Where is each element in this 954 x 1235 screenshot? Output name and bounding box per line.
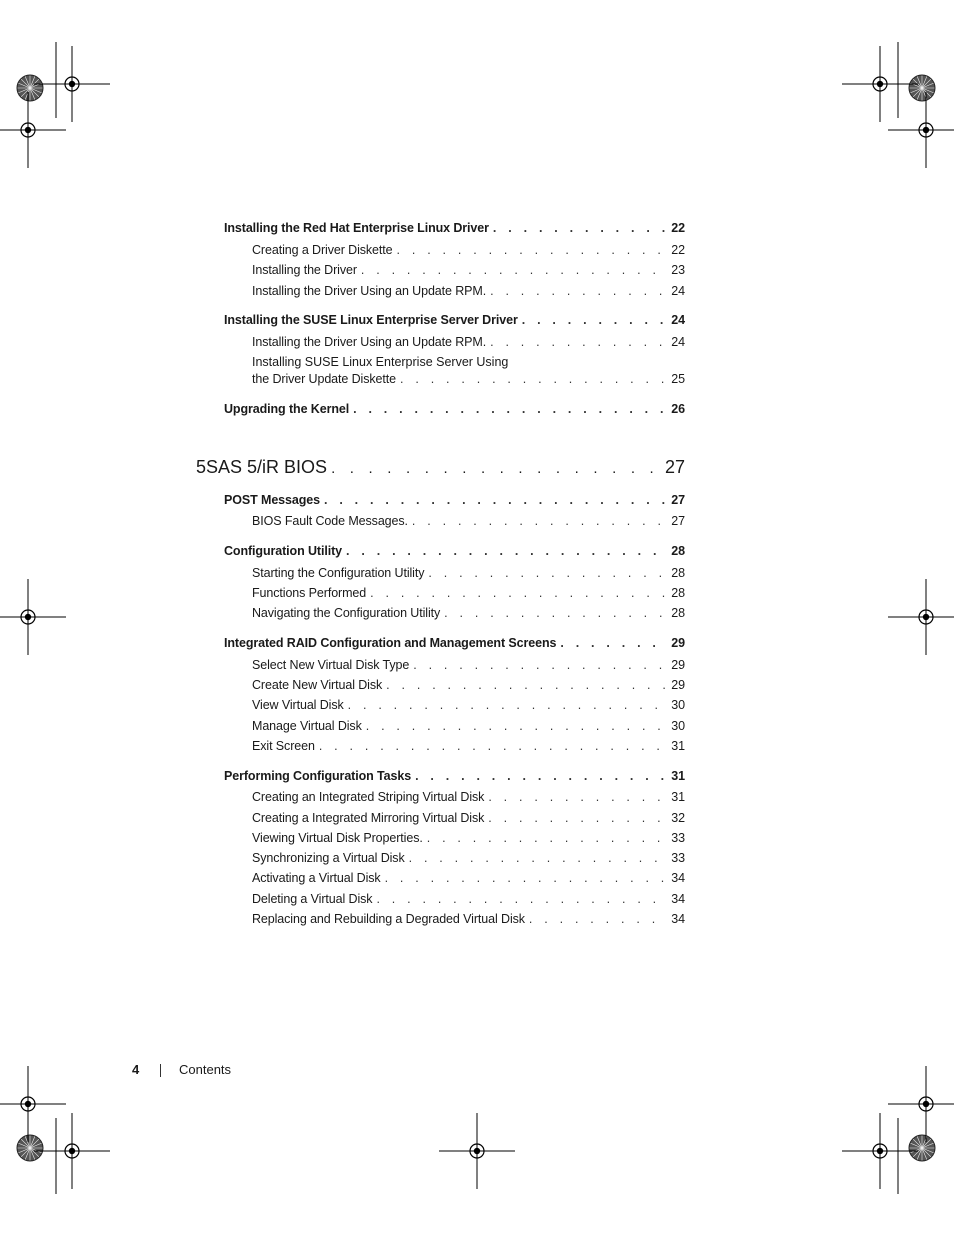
toc-entry-page: 26 bbox=[671, 402, 685, 416]
toc-entry-label: Installing the Driver Using an Update RPM. bbox=[252, 335, 487, 349]
toc-entry-label: Replacing and Rebuilding a Degraded Virtual Disk bbox=[252, 912, 525, 926]
toc-entry-page: 29 bbox=[671, 658, 685, 672]
leader-dots bbox=[560, 635, 667, 651]
leader-dots bbox=[370, 585, 667, 601]
footer-section-title: Contents bbox=[179, 1062, 232, 1077]
leader-dots bbox=[409, 850, 667, 866]
toc-entry-label: Installing the Driver bbox=[252, 263, 357, 277]
leader-dots bbox=[488, 789, 667, 805]
leader-dots bbox=[427, 830, 667, 846]
crop-mark-bottom-left bbox=[0, 1066, 110, 1194]
footer-divider bbox=[160, 1064, 161, 1077]
toc-entry-page: 29 bbox=[671, 678, 685, 692]
toc-entry-label: Creating a Integrated Mirroring Virtual Disk bbox=[252, 811, 485, 825]
toc-entry-page: 31 bbox=[671, 790, 685, 804]
toc-entry-page: 28 bbox=[671, 606, 685, 620]
toc-entry-label: Creating an Integrated Striping Virtual Disk bbox=[252, 790, 485, 804]
toc-entry[interactable] bbox=[252, 810, 685, 826]
leader-dots bbox=[444, 605, 667, 621]
leader-dots bbox=[413, 657, 667, 673]
toc-entry-label: Integrated RAID Configuration and Management Screens bbox=[224, 636, 557, 650]
leader-dots bbox=[493, 220, 667, 236]
toc-entry-label: Installing the Red Hat Enterprise Linux Driver bbox=[224, 221, 489, 235]
toc-entry[interactable] bbox=[224, 543, 685, 559]
toc-entry-page: 31 bbox=[671, 739, 685, 753]
toc-entry-label: Activating a Virtual Disk bbox=[252, 871, 381, 885]
toc-entry-label: Installing the Driver Using an Update RPM. bbox=[252, 284, 487, 298]
toc-entry[interactable] bbox=[224, 492, 685, 508]
toc-entry-label: Upgrading the Kernel bbox=[224, 402, 350, 416]
leader-dots bbox=[331, 458, 659, 480]
toc-entry[interactable] bbox=[252, 891, 685, 907]
leader-dots bbox=[529, 911, 667, 927]
crop-mark-mid-right bbox=[888, 579, 954, 655]
toc-entry-label: the Driver Update Diskette bbox=[252, 372, 396, 386]
leader-dots bbox=[490, 283, 667, 299]
toc-entry-page: 27 bbox=[671, 493, 685, 507]
toc-entry-page: 24 bbox=[671, 284, 685, 298]
toc-entry-page: 28 bbox=[671, 566, 685, 580]
leader-dots bbox=[488, 810, 667, 826]
toc-entry-label: Viewing Virtual Disk Properties. bbox=[252, 831, 423, 845]
toc-entry-label: View Virtual Disk bbox=[252, 698, 344, 712]
leader-dots bbox=[415, 768, 667, 784]
leader-dots bbox=[319, 738, 667, 754]
toc-entry-label: Exit Screen bbox=[252, 739, 315, 753]
leader-dots bbox=[353, 401, 667, 417]
chapter-page: 27 bbox=[664, 457, 685, 477]
leader-dots bbox=[346, 543, 667, 559]
toc-entry[interactable] bbox=[252, 718, 685, 734]
toc-entry-page: 31 bbox=[671, 769, 685, 783]
toc-entry-page: 28 bbox=[671, 544, 685, 558]
leader-dots bbox=[490, 334, 667, 350]
toc-entry-page: 28 bbox=[671, 586, 685, 600]
leader-dots bbox=[324, 492, 667, 508]
toc-entry-page: 29 bbox=[671, 636, 685, 650]
toc-entry-page: 22 bbox=[671, 243, 685, 257]
toc-entry-page: 24 bbox=[671, 335, 685, 349]
toc-entry[interactable] bbox=[224, 635, 685, 651]
toc-entry-label: BIOS Fault Code Messages. bbox=[252, 514, 408, 528]
leader-dots bbox=[366, 718, 667, 734]
toc-entry-page: 34 bbox=[671, 892, 685, 906]
toc-entry[interactable] bbox=[252, 911, 685, 927]
toc-entry-page: 33 bbox=[671, 851, 685, 865]
toc-entry[interactable] bbox=[252, 738, 685, 754]
toc-entry-label: Installing the SUSE Linux Enterprise Server Driver bbox=[224, 313, 518, 327]
toc-entry-page: 33 bbox=[671, 831, 685, 845]
toc-entry[interactable] bbox=[252, 585, 685, 601]
toc-entry-label: Manage Virtual Disk bbox=[252, 719, 362, 733]
leader-dots bbox=[376, 891, 667, 907]
toc-entry[interactable] bbox=[224, 312, 685, 328]
toc-entry-page: 30 bbox=[671, 719, 685, 733]
toc-entry-label: Functions Performed bbox=[252, 586, 367, 600]
toc-entry-page: 30 bbox=[671, 698, 685, 712]
toc-entry-label: Synchronizing a Virtual Disk bbox=[252, 851, 405, 865]
leader-dots bbox=[385, 870, 667, 886]
toc-entry-label: Create New Virtual Disk bbox=[252, 678, 383, 692]
leader-dots bbox=[397, 242, 667, 258]
toc-entry[interactable] bbox=[224, 768, 685, 784]
crop-mark-bottom-center bbox=[439, 1113, 515, 1189]
toc-entry-page: 23 bbox=[671, 263, 685, 277]
toc-entry[interactable] bbox=[252, 334, 685, 350]
toc-entry-label: Performing Configuration Tasks bbox=[224, 769, 412, 783]
toc-entry[interactable] bbox=[252, 242, 685, 258]
toc-entry[interactable] bbox=[252, 283, 685, 299]
toc-entry[interactable] bbox=[252, 605, 685, 621]
toc-entry-page: 34 bbox=[671, 912, 685, 926]
toc-entry-page: 22 bbox=[671, 221, 685, 235]
toc-entry-label: Configuration Utility bbox=[224, 544, 343, 558]
toc-entry-page: 27 bbox=[671, 514, 685, 528]
leader-dots bbox=[348, 697, 667, 713]
leader-dots bbox=[386, 677, 667, 693]
toc-entry[interactable] bbox=[252, 870, 685, 886]
toc-entry[interactable] bbox=[224, 220, 685, 236]
leader-dots bbox=[400, 371, 667, 387]
toc-entry[interactable] bbox=[252, 657, 685, 673]
toc-entry-page: 32 bbox=[671, 811, 685, 825]
chapter-title: SAS 5/iR BIOS bbox=[206, 457, 328, 477]
toc-entry-label: Deleting a Virtual Disk bbox=[252, 892, 373, 906]
toc-entry[interactable] bbox=[252, 830, 685, 846]
chapter-heading[interactable] bbox=[196, 456, 685, 480]
leader-dots bbox=[428, 565, 667, 581]
toc-entry-page: 24 bbox=[671, 313, 685, 327]
toc-entry[interactable] bbox=[252, 789, 685, 805]
toc-entry-label: Select New Virtual Disk Type bbox=[252, 658, 410, 672]
toc-entry-label: Navigating the Configuration Utility bbox=[252, 606, 441, 620]
toc-entry[interactable] bbox=[252, 513, 685, 529]
toc-entry[interactable] bbox=[252, 262, 685, 278]
toc-entry-label: POST Messages bbox=[224, 493, 320, 507]
crop-mark-top-right bbox=[842, 42, 954, 168]
toc-entry-label-line1: Installing SUSE Linux Enterprise Server Using bbox=[252, 355, 509, 369]
toc-entry[interactable] bbox=[252, 565, 685, 581]
toc-entry[interactable] bbox=[252, 677, 685, 693]
toc-entry-label: Starting the Configuration Utility bbox=[252, 566, 425, 580]
leader-dots bbox=[412, 513, 667, 529]
toc-entry-page: 25 bbox=[671, 372, 685, 386]
toc-entry[interactable] bbox=[252, 371, 685, 387]
chapter-number: 5 bbox=[196, 457, 207, 477]
toc-entry[interactable] bbox=[252, 697, 685, 713]
crop-mark-bottom-right bbox=[842, 1066, 954, 1194]
crop-mark-mid-left bbox=[0, 579, 66, 655]
footer-page-number: 4 bbox=[132, 1062, 140, 1077]
toc-entry[interactable] bbox=[252, 850, 685, 866]
toc-entry[interactable] bbox=[224, 401, 685, 417]
toc-entry-label: Creating a Driver Diskette bbox=[252, 243, 393, 257]
leader-dots bbox=[522, 312, 667, 328]
crop-mark-top-left bbox=[0, 42, 110, 168]
leader-dots bbox=[361, 262, 667, 278]
toc-entry-page: 34 bbox=[671, 871, 685, 885]
